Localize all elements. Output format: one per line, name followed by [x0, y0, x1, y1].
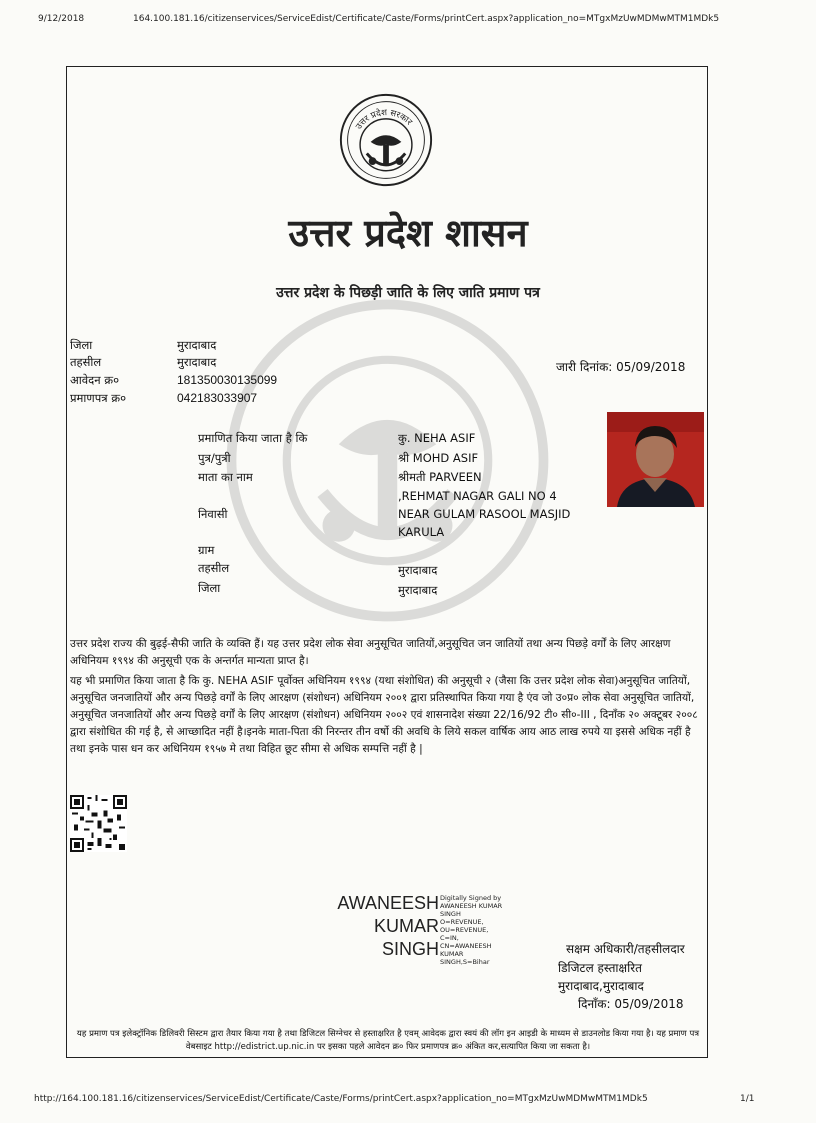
authority-title: सक्षम अधिकारी/तहसीलदार	[566, 942, 685, 956]
certificate-footnote: यह प्रमाण पत्र इलेक्ट्रॉनिक डिलिवरी सिस्टम द्वारा तैयार किया गया है तथा डिजिटल सिग्नेचर से हस्ताक्षरित है एवम् आवेदक द्वारा स्वयं की लॉग इन आइडी के माध्यम से डाउनलोड किया गया है। यह प्रमाण पत्र वेबसाइट http://edistrict.up.nic.in पर इसका पहले आवेदन क्र० फिर प्रमाणपत्र क्र० अंकित कर,सत्यापित किया जा सकता है।	[76, 1029, 700, 1052]
authority-place: मुरादाबाद,मुरादाबाद	[558, 979, 644, 993]
applicant-name: कु. NEHA ASIF	[398, 431, 476, 445]
issue-date: जारी दिनांक: 05/09/2018	[556, 360, 686, 374]
watermark-emblem-icon	[225, 298, 550, 623]
application-no-label: आवेदन क्र०	[70, 373, 120, 387]
certified-label: प्रमाणित किया जाता है कि	[198, 431, 308, 445]
person-tehsil-value: मुरादाबाद	[398, 563, 438, 577]
qr-code	[70, 795, 127, 852]
govt-title: उत्तर प्रदेश शासन	[288, 210, 528, 255]
up-govt-emblem-icon	[338, 92, 434, 188]
print-url-bottom: http://164.100.181.16/citizenservices/ServiceEdist/Certificate/Caste/Forms/printCert.aspx?application_no=MTgxMzUwMDMwMTM1MDk5	[34, 1094, 648, 1104]
person-district-label: जिला	[198, 581, 221, 595]
digital-signature-details: Digitally Signed by AWANEESH KUMAR SINGH O=REVENUE, OU=REVENUE, C=IN, CN=AWANEESH KUMAR SINGH,S=Bihar	[440, 894, 503, 966]
creamy-layer-statement: यह भी प्रमाणित किया जाता है कि कु. NEHA ASIF पूर्वोक्त अधिनियम १९९४ (यथा संशोधित) की अनुसूची २ (जैसा कि उत्तर प्रदेश लोक सेवा)अनुसूचित जातियों, अनुसूचित जनजातियों और अन्य पिछड़े वर्गों के लिए आरक्षण (संशोधन) अधिनियम २००१ द्वारा प्रतिस्थापित किया गया है एंव जो उ०प्र० लोक सेवा अनुसूचित जातियों, अनुसूचित जनजातियों और अन्य पिछड़े वर्गों के लिए आरक्षण (संशोधन) अधिनियम २००२ एवं शासनादेश संख्या 22/16/92 टी० सी०-III , दिनाँक २० अक्टूबर २००८ द्वारा संशोधित की गई है, से आच्छादित नहीं है।इनके माता-पिता की निरन्तर तीन वर्षो की अवधि के लिये सकल वार्षिक आय आठ लाख रुपये या इससे अधिक नहीं है तथा इनके पास धन कर अधिनियम १९५७ मे तथा विहित छूट सीमा से अधिक सम्पत्ति नहीं है |	[70, 675, 698, 755]
print-date: 9/12/2018	[38, 14, 85, 24]
village-label: ग्राम	[198, 543, 215, 557]
authority-sign-type: डिजिटल हस्ताक्षरित	[558, 961, 642, 975]
applicant-photo	[607, 412, 704, 507]
page-count: 1/1	[740, 1094, 755, 1104]
application-no-value: 181350030135099	[177, 373, 278, 387]
mother-name: श्रीमती PARVEEN	[398, 470, 482, 484]
certificate-no-label: प्रमाणपत्र क्र०	[70, 391, 127, 405]
district-value: मुरादाबाद	[177, 338, 217, 352]
son-daughter-of-label: पुत्र/पुत्री	[198, 451, 231, 465]
tehsil-label: तहसील	[70, 355, 102, 369]
resident-label: निवासी	[198, 507, 228, 521]
district-label: जिला	[70, 338, 93, 352]
address-line-2: NEAR GULAM RASOOL MASJID	[398, 507, 571, 521]
tehsil-value: मुरादाबाद	[177, 355, 217, 369]
authority-date: दिनाँक: 05/09/2018	[578, 997, 684, 1011]
certificate-subtitle: उत्तर प्रदेश के पिछड़ी जाति के लिए जाति प्रमाण पत्र	[276, 285, 540, 301]
certificate-no-value: 042183033907	[177, 391, 258, 405]
person-tehsil-label: तहसील	[198, 561, 230, 575]
svg-text:उत्तर प्रदेश सरकार: उत्तर प्रदेश सरकार	[354, 108, 414, 132]
mother-name-label: माता का नाम	[198, 470, 253, 484]
person-district-value: मुरादाबाद	[398, 583, 438, 597]
address-line-3: KARULA	[398, 525, 445, 539]
address-line-1: ,REHMAT NAGAR GALI NO 4	[398, 489, 557, 503]
signer-name-line-2: KUMAR	[373, 916, 439, 936]
father-name: श्री MOHD ASIF	[398, 451, 479, 465]
signer-name-line-3: SINGH	[381, 939, 439, 959]
signer-name-line-1: AWANEESH	[337, 893, 439, 913]
print-url-top: 164.100.181.16/citizenservices/ServiceEdist/Certificate/Caste/Forms/printCert.aspx?application_no=MTgxMzUwMDMwMTM1MDk5	[133, 14, 720, 24]
caste-statement: उत्तर प्रदेश राज्य की बुढ़ई-सैफी जाति के व्यक्ति हैं। यह उत्तर प्रदेश लोक सेवा अनुसूचित जातियों,अनुसूचित जन जातियों तथा अन्य पिछड़े वर्गों के लिए आरक्षण अधिनियम १९९४ की अनुसूची एक के अन्तर्गत मान्यता प्राप्त है।	[70, 638, 671, 667]
